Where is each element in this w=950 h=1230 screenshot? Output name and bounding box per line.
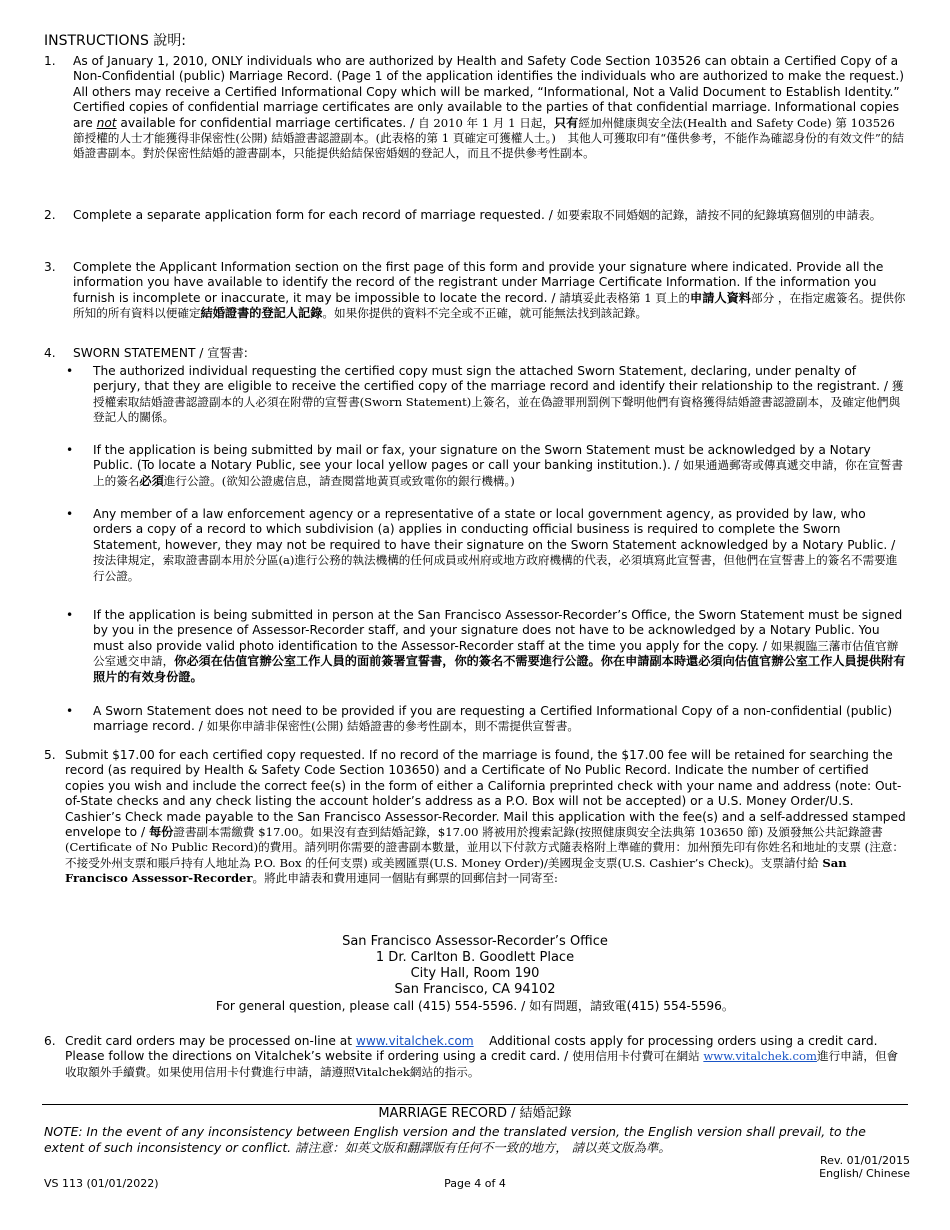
sworn-bullet-4: • If the application is being submitted in person at the San Francisco Assessor-Recorder’s Office, the Sworn Statement must be signed by you in the presence of Assessor-Recorder staff, and your signature does not have to be acknowledged by a Notary Public. You must also provide valid photo identification to the Assessor-Recorder staff at the time you apply for the copy. / 如果親臨三藩市估值官辦公室遞交申請，你必須在估值官辦公室工作人員的面前簽署宣誓書，你的簽名不需要進行公證。你在申請副本時還必須向估值官辦公室工作人員提供附有照片的有效身份證。 — [66, 608, 906, 684]
bullet-icon: • — [66, 608, 74, 622]
instruction-item-2 — [44, 208, 906, 223]
address-line-1: San Francisco Assessor-Recorder’s Office — [342, 934, 608, 949]
instruction-item-6 — [44, 1034, 906, 1080]
item-text: As of January 1, 2010, ONLY individuals who are authorized by Health and Safety Code Section 103526 can obtain a Certified Copy of a Non-Confidential (public) Marriage Record. (Page 1 of the application identifies the individuals who are authorized to make the request.) All others may receive a Certified Informational Copy which will be marked, “Informational, Not a Valid Document to Establish Identity.” Certified copies of confidential marriage certificates are only available to the parties of that confidential marriage. Informational copies are not available for confidential marriage certificates. / 自 2010 年 1 月 1 日起，只有經加州健康與安全法(Health and Safety Code) 第 103526 節授權的人士才能獲得非保密性(公開) 結婚證書認證副本。(此表格的第 1 頁確定可獲權人士。) 其他人可獲取印有“僅供參考，不能作為確認身份的有效文件”的結婚證書副本。對於保密性結婚的證書副本，只能提供給結保密婚姻的登記人，而且不提供參考性副本。 — [73, 54, 905, 161]
instruction-item-4 — [44, 346, 906, 361]
item-text: Submit $17.00 for each certified copy requested. If no record of the marriage is found, the $17.00 fee will be retained for searching the record (as required by Health & Safety Code Section 103650) and a Certificate of No Public Record. Indicate the number of certified copies you wish and include the correct fee(s) in the form of either a California preprinted check with your name and address (note: Out-of-State checks and any check listing the account holder’s address as a P.O. Box will not be accepted) or a U.S. Money Order/U.S. Cashier’s Check made payable to the San Francisco Assessor-Recorder. Mail this application with the fee(s) and a self-addressed stamped envelope to / 每份證書副本需繳費 $17.00。如果沒有查到結婚記錄，$17.00 將被用於搜索記錄(按照健康與安全法典第 103650 節) 及頒發無公共記錄證書 (Certificate of No Public Record)的費用。請列明你需要的證書副本數量，並用以下付款方式隨表格附上準確的費用：加州預先印有你姓名和地址的支票 (注意：不接受外州支票和賬戶持有人地址為 P.O. Box 的任何支票) 或美國匯票(U.S. Money Order)/美國現金支票(U.S. Cashier’s Check)。支票請付給 San Francisco Assessor-Recorder。將此申請表和費用連同一個貼有郵票的回郵信封一同寄至: — [65, 748, 906, 886]
address-line-3: City Hall, Room 190 — [410, 966, 540, 981]
item-number: 1. — [44, 54, 56, 68]
bullet-icon: • — [66, 507, 74, 521]
item-text: Complete a separate application form for each record of marriage requested. / 如要索取不同婚姻的記錄，請按不同的紀錄填寫個別的申請表。 — [73, 208, 882, 222]
sworn-bullet-2: • If the application is being submitted by mail or fax, your signature on the Sworn Statement must be acknowledged by a Notary Public. (To locate a Notary Public, see your local yellow pages or call your banking institution.). / 如果通過郵寄或傳真遞交申請，你在宣誓書上的簽名必須進行公證。(欲知公證處信息，請查閱當地黃頁或致電你的銀行機構。) — [66, 443, 903, 488]
item-number: 3. — [44, 260, 56, 274]
translation-note: NOTE: In the event of any inconsistency between English version and the translated version, the English version shall prevail, to the extent of such inconsistency or conflict. 請注意：如英文版和翻譯版有任何不一致的地方， 請以英文版為準。 — [44, 1124, 866, 1155]
form-number: VS 113 (01/01/2022) — [44, 1177, 159, 1190]
sworn-bullet-3: • Any member of a law enforcement agency or a representative of a state or local government agency, as provided by law, who orders a copy of a record to which subdivision (a) applies in conducting official business is required to complete the Sworn Statement, however, they may not be required to have their signature on the Sworn Statement acknowledged by a Notary Public. / 按法律規定，索取證書副本用於分區(a)進行公務的執法機構的任何成員或州府或地方政府機構的代表，必須填寫此宣誓書，但他們在宣誓書上的簽名不需要進行公證。 — [66, 507, 898, 583]
mailing-address — [44, 934, 906, 1014]
sworn-bullet-1: • The authorized individual requesting the certified copy must sign the attached Sworn Statement, declaring, under penalty of perjury, that they are eligible to receive the certified copy of the marriage record and identify their relationship to the registrant. / 獲授權索取結婚證書認證副本的人必須在附帶的宣誓書(Sworn Statement)上簽名，並在偽證罪刑罰例下聲明他們有資格獲得結婚證書認證副本，及確定他們與登記人的關係。 — [66, 364, 904, 425]
sworn-bullet-5: • A Sworn Statement does not need to be provided if you are requesting a Certified Informational Copy of a non-confidential (public) marriage record. / 如果你申請非保密性(公開) 結婚證書的參考性副本，則不需提供宣誓書。 — [66, 704, 893, 734]
instruction-item-3 — [44, 260, 906, 322]
item-text: Credit card orders may be processed on-line at www.vitalchek.com Additional costs apply for processing orders using a credit card. Please follow the directions on Vitalchek’s website if ordering using a credit card. / 使用信用卡付費可在網站 www.vitalchek.com進行申請，但會收取額外手續費。如果使用信用卡付費進行申請，請遵照Vitalchek網站的指示。 — [65, 1034, 899, 1079]
record-title: MARRIAGE RECORD / 結婚記錄 — [378, 1106, 572, 1121]
instructions-heading: INSTRUCTIONS 說明: — [44, 33, 187, 49]
bullet-icon: • — [66, 704, 74, 718]
sworn-statement-title: SWORN STATEMENT / 宣誓書: — [73, 346, 248, 360]
page-number: Page 4 of 4 — [444, 1177, 506, 1190]
item-number: 5. — [44, 748, 56, 762]
item-number: 2. — [44, 208, 56, 222]
instruction-item-1 — [44, 54, 906, 162]
language-label: English/ Chinese — [819, 1167, 910, 1180]
general-question-phone: For general question, please call (415) 554-5596. / 如有問題，請致電(415) 554-5596。 — [215, 999, 735, 1013]
footer-divider — [42, 1104, 908, 1105]
bullet-icon: • — [66, 443, 74, 457]
address-line-2: 1 Dr. Carlton B. Goodlett Place — [375, 950, 575, 965]
item-number: 4. — [44, 346, 56, 360]
emphasis-not: not — [96, 115, 117, 130]
revision-date: Rev. 01/01/2015 — [820, 1154, 910, 1167]
vitalchek-link[interactable]: www.vitalchek.com — [355, 1034, 474, 1048]
bullet-icon: • — [66, 364, 74, 378]
address-line-4: San Francisco, CA 94102 — [394, 982, 556, 997]
item-text: Complete the Applicant Information section on the first page of this form and provide your signature where indicated. Provide all the information you have available to identify the record of the registrant under Marriage Certificate Information. If the information you furnish is incomplete or inaccurate, it may be impossible to locate the record. / 請填妥此表格第 1 頁上的申請人資料部分 ，在指定處簽名。提供你所知的所有資料以便確定結婚證書的登記人記錄。如果你提供的資料不完全或不正確，就可能無法找到該記錄。 — [73, 260, 906, 321]
instruction-item-5 — [44, 748, 906, 887]
item-number: 6. — [44, 1034, 56, 1048]
vitalchek-link-zh[interactable]: www.vitalchek.com — [703, 1049, 817, 1064]
